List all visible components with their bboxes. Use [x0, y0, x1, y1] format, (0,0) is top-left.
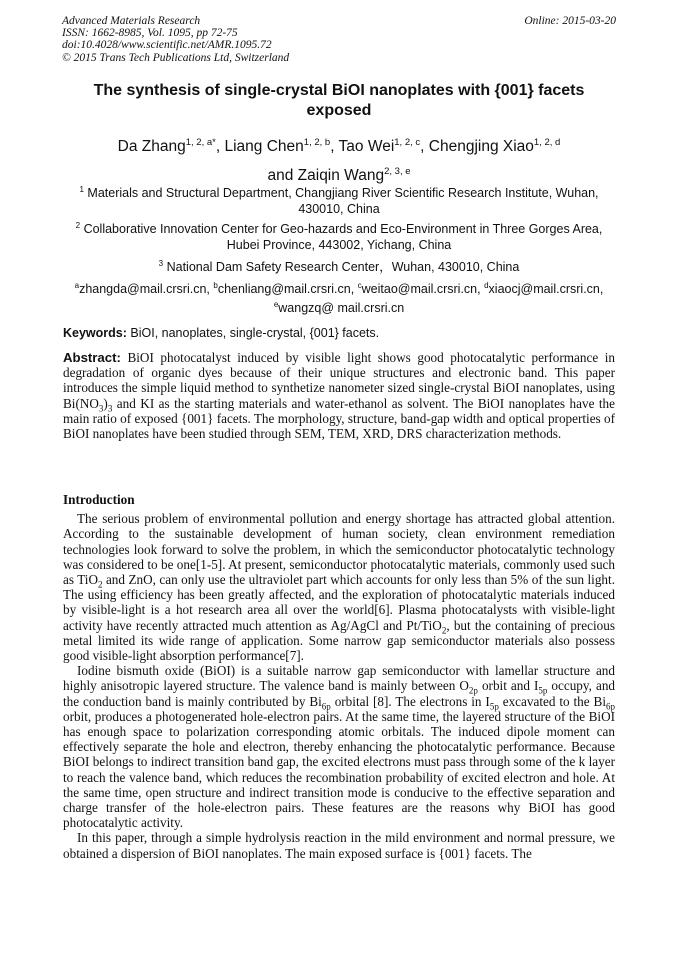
- keywords: Keywords: BiOI, nanoplates, single-crystal, {001} facets.: [63, 326, 380, 340]
- paragraph: The serious problem of environmental pollution and energy shortage has attracted global attention. According to the sustainable development of human society, clean environment remediation technologies look forward to solve the problem, in which the semiconductor photocatalytic technology was considered to be one[1-5]. At present, semiconductor photocatalytic materials, commonly used such as TiO$_2$ and ZnO, can only use the ultraviolet part which accounts for only less than 5% of the sun light. The using efficiency has been greatly affected, and the exploration of photocatalytic materials induced by visible-light is a hot research area all over the world[6]. Plasma photocatalysts with visible-light activity have recently attracted much attention as Ag/AgCl and Pt/TiO$_2$, but the containing of precious metal limited its wide range of application. Some narrow gap semiconductor materials also possess good visible-light absorption performance[7].: [63, 511, 615, 664]
- journal-name: Advanced Materials Research: [62, 15, 201, 27]
- email-list: $^a$zhangda@mail.crsri.cn, $^b$chenliang@mail.crsri.cn, $^c$weitao@mail.crsri.cn, $^d$xiaocj@mail.crsri.cn, $^e$wangzq@ mail.crsri.cn: [74, 281, 604, 316]
- paragraph: Iodine bismuth oxide (BiOI) is a suitable narrow gap semiconductor with lamellar structure and highly anisotropic layered structure. The valence band is mainly between $O_{2p}$ orbit and $I_{5p}$ occupy, and the conduction band is mainly contributed by $Bi_{6p}$ orbital [8]. The electrons in $I_{5p}$ excavated to the $Bi_{6p}$ orbit, produces a photogenerated hole-electron pairs. At the same time, the layered structure of the BiOI has enough space to polarization corresponding atomic orbitals. The induced dipole moment can effectively separate the hole and electron, thereby enhancing the photocatalytic performance. Because BiOI belongs to indirect transition band gap, the excited electrons must pass through some of the k layer to reach the valence band, which reduces the recombination probability of excited electron and hole. At the same time, open structure and indirect transition mode is conducive to the effective separation and charge transfer of the hole-electron pairs. These features are the reasons why BiOI has good photocatalytic activity.: [63, 663, 616, 831]
- introduction-section: [63, 492, 615, 861]
- author-list: Da Zhang$^{1, 2, a*}$, Liang Chen$^{1, 2, b}$, Tao Wei$^{1, 2, c}$, Chengjing Xiao$^{1, 2, d}$ and Zaiqin Wang$^{2, 3, e}$: [117, 137, 561, 185]
- author: Liang Chen$^{1, 2, b}$: [224, 137, 331, 156]
- doi: doi:10.4028/www.scientific.net/AMR.1095.72: [62, 39, 272, 52]
- author: Da Zhang$^{1, 2, a*}$: [117, 137, 216, 156]
- author: Chengjing Xiao$^{1, 2, d}$: [428, 137, 561, 156]
- abstract: Abstract: BiOI photocatalyst induced by visible light shows good photocatalytic performance in degradation of organic dyes because of their unique structures and electronic band. This paper introduces the simple liquid method to synthetize nanometer sized single-crystal BiOI nanoplates, using $Bi(NO_3)_3$ and KI as the starting materials and water-ethanol as solvent. The BiOI nanoplates have the main ratio of exposed {001} facets. The morphology, structure, band-gap width and optical properties of BiOI nanoplates have been studied through SEM, TEM, XRD, DRS characterization methods.: [63, 350, 615, 442]
- section-heading: Introduction: [63, 492, 135, 507]
- online-date: Online: 2015-03-20: [524, 15, 616, 27]
- affiliation: $^3$ National Dam Safety Research Center，Wuhan, 430010, China: [158, 259, 520, 275]
- paper-title: The synthesis of single-crystal BiOI nanoplates with {001} facets exposed: [93, 82, 585, 119]
- author: Tao Wei$^{1, 2, c}$: [338, 137, 421, 156]
- copyright: © 2015 Trans Tech Publications Ltd, Switzerland: [62, 51, 290, 64]
- affiliation: $^1$ Materials and Structural Department, Changjiang River Scientific Research Institute, Wuhan, 430010, China: [79, 185, 599, 217]
- author: Zaiqin Wang$^{2, 3, e}$: [297, 166, 411, 185]
- journal-header: [62, 15, 289, 64]
- issn: ISSN: 1662-8985, Vol. 1095, pp 72-75: [62, 27, 238, 40]
- paragraph: In this paper, through a simple hydrolysis reaction in the mild environment and normal pressure, we obtained a dispersion of BiOI nanoplates. The main exposed surface is {001} facets. The: [63, 830, 615, 861]
- affiliation: $^2$ Collaborative Innovation Center for Geo-hazards and Eco-Environment in Three Gorges Area, Hubei Province, 443002, Yichang, China: [75, 221, 603, 253]
